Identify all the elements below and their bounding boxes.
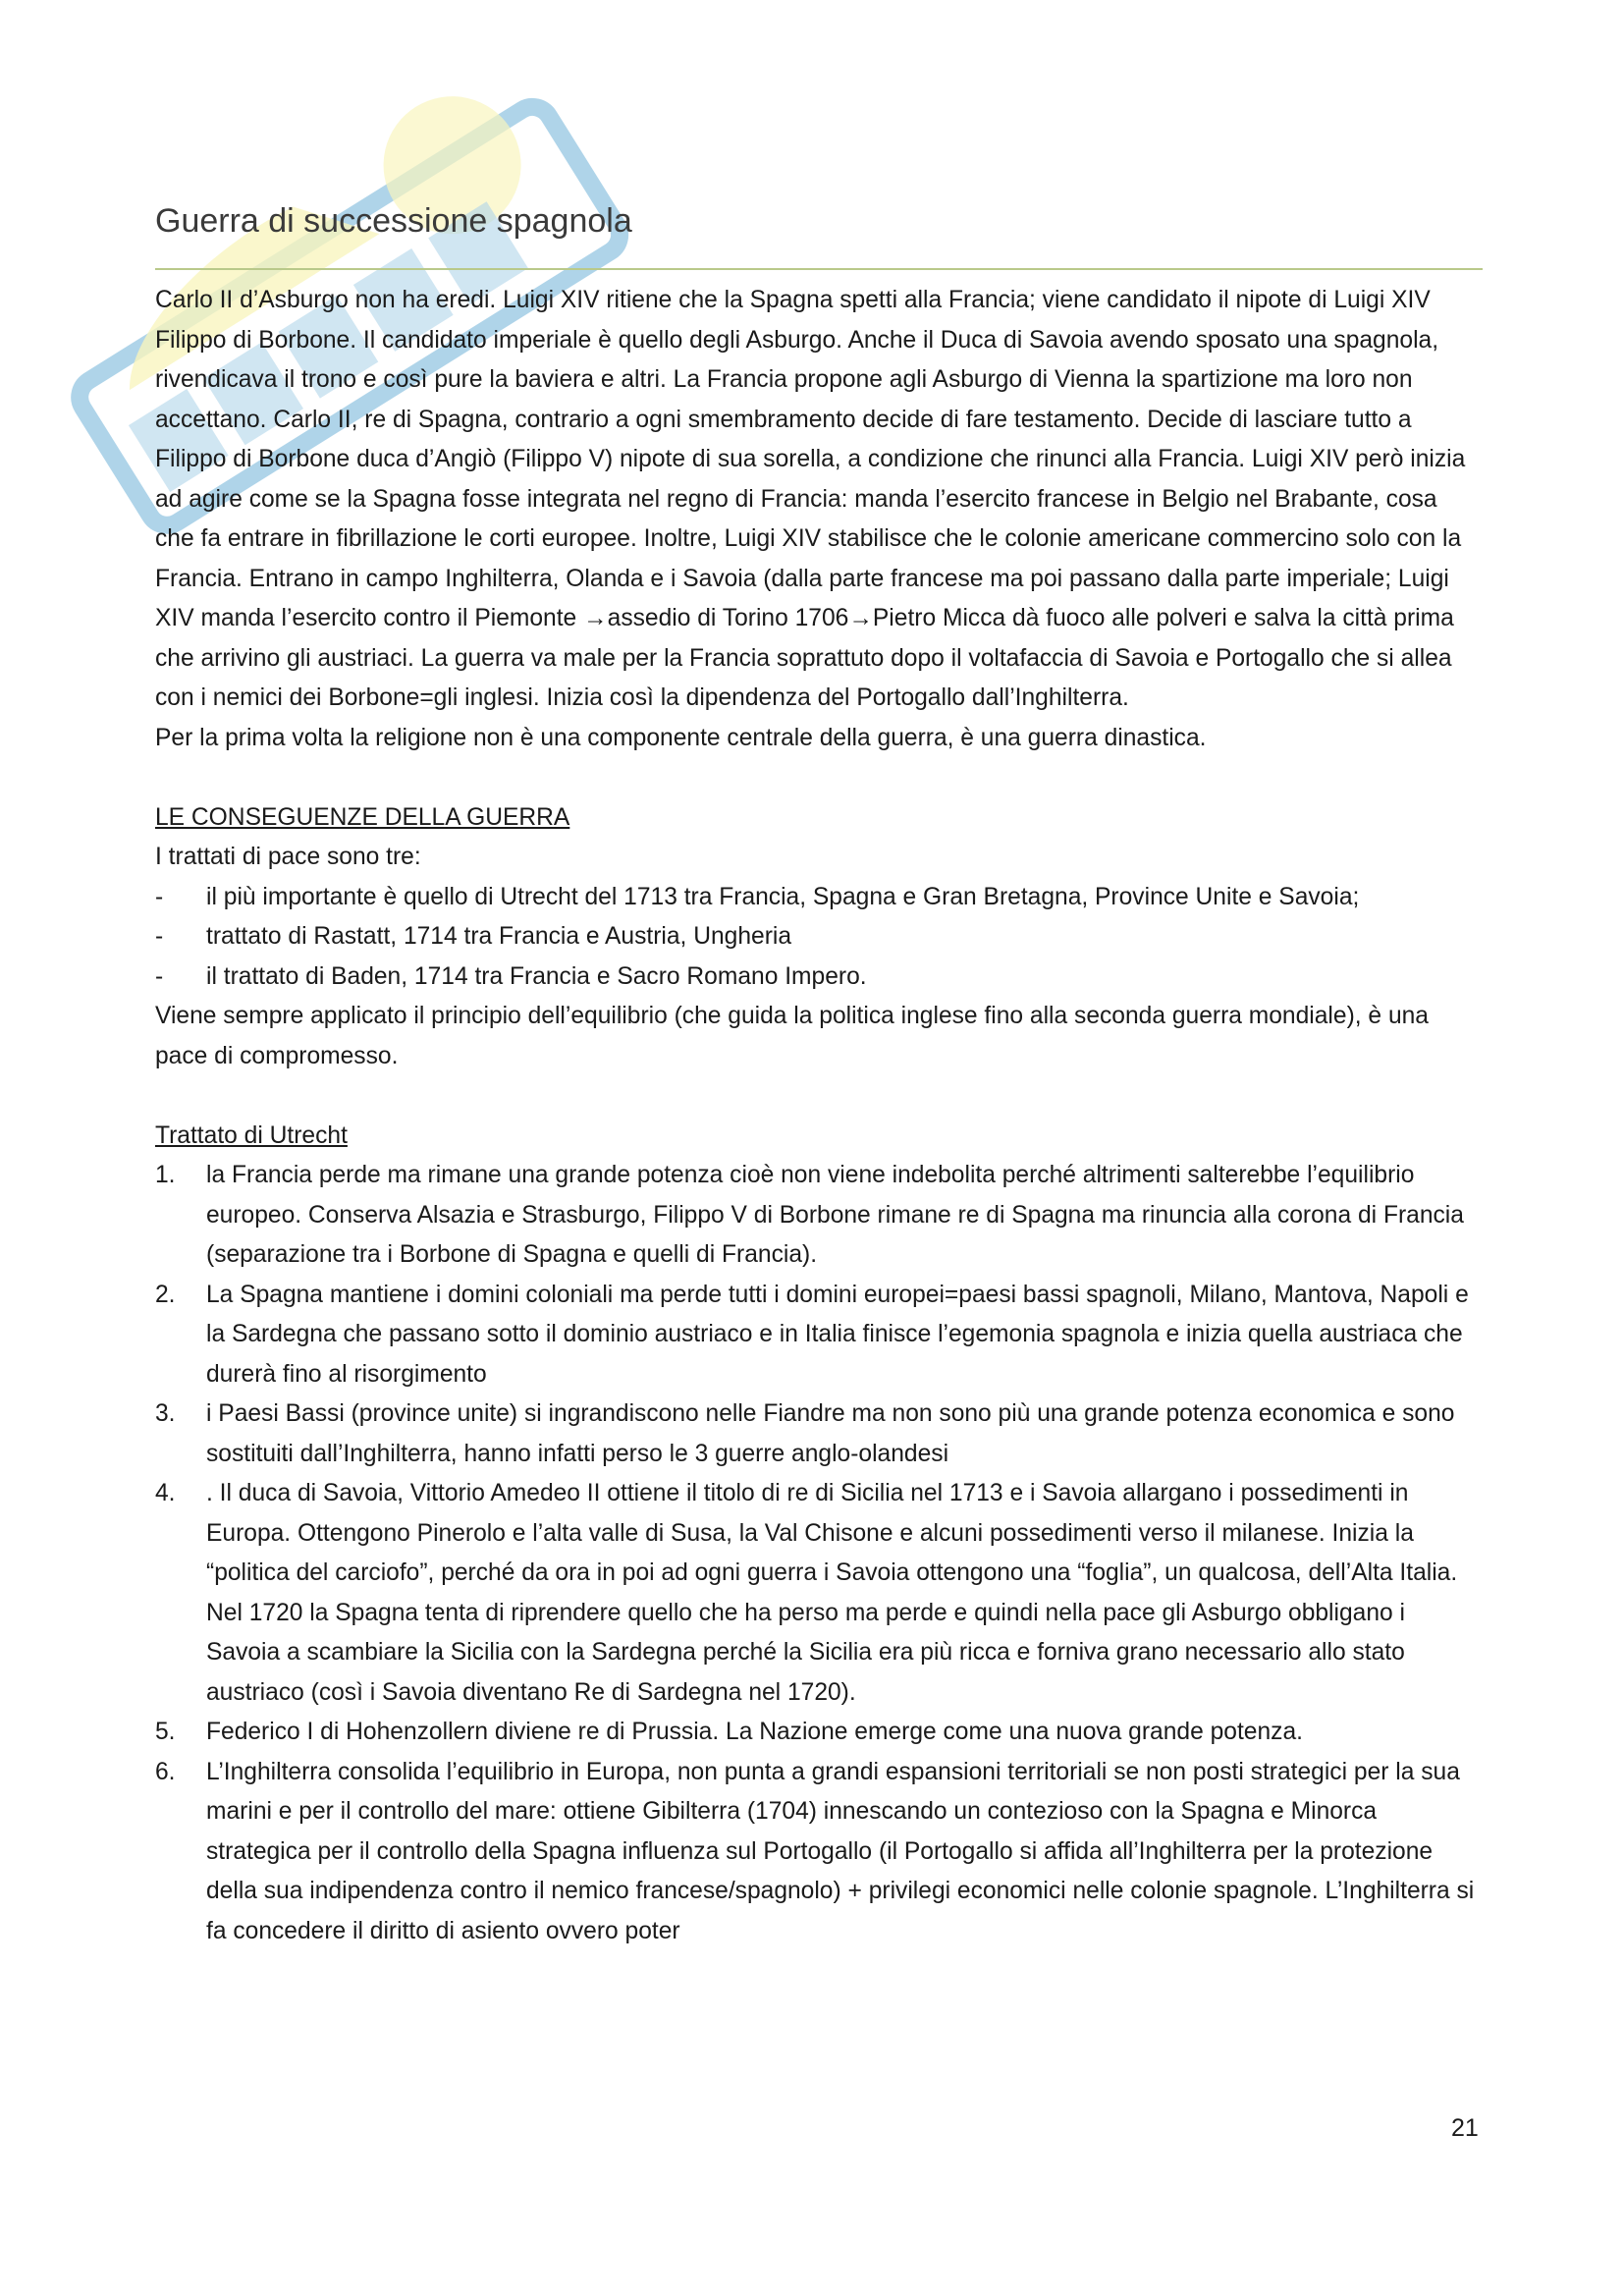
utrecht-heading: Trattato di Utrecht	[155, 1121, 348, 1149]
title-rule	[155, 268, 1483, 270]
consequences-heading: LE CONSEGUENZE DELLA GUERRA	[155, 803, 570, 831]
document-body	[155, 281, 1483, 1951]
treaties-list	[155, 878, 1483, 998]
list-item: - il trattato di Baden, 1714 tra Francia e Sacro Romano Impero.	[155, 962, 867, 990]
religion-sentence: Per la prima volta la religione non è una componente centrale della guerra, è una guerra dinastica.	[155, 724, 1207, 751]
list-item: - il più importante è quello di Utrecht del 1713 tra Francia, Spagna e Gran Bretagna, Province Unite e Savoia;	[155, 883, 1360, 910]
list-item: 3. i Paesi Bassi (province unite) si ingrandiscono nelle Fiandre ma non sono più una grande potenza economica e sono sostituiti dall’Inghilterra, hanno infatti perso le 3 guerre anglo-olandesi	[155, 1400, 1455, 1467]
list-item: - trattato di Rastatt, 1714 tra Francia e Austria, Ungheria	[155, 923, 792, 950]
page-number: 21	[1451, 2114, 1479, 2142]
list-item: 5. Federico I di Hohenzollern diviene re di Prussia. La Nazione emerge come una nuova grande potenza.	[155, 1719, 1303, 1745]
list-item: 1. la Francia perde ma rimane una grande potenza cioè non viene indebolita perché altrimenti salterebbe l’equilibrio europeo. Conserva Alsazia e Strasburgo, Filippo V di Borbone rimane re di Spagna ma rinuncia alla corona di Francia (separazione tra i Borbone di Spagna e quelli di Francia).	[155, 1162, 1464, 1268]
utrecht-list	[155, 1156, 1483, 1951]
consequences-closing: Viene sempre applicato il principio dell’equilibrio (che guida la politica inglese fino alla seconda guerra mondiale), è una pace di compromesso.	[155, 1003, 1429, 1069]
list-item: 4. . Il duca di Savoia, Vittorio Amedeo II ottiene il titolo di re di Sicilia nel 1713 e i Savoia allargano i possedimenti in Europa. Ottengono Pinerolo e l’alta valle di Susa, la Val Chisone e alcuni possedimenti verso il milanese. Inizia la “politica del carciofo”, perché da ora in poi ad ogni guerra i Savoia ottengono una “foglia”, un qualcosa, dell’Alta Italia. Nel 1720 la Spagna tenta di riprendere quello che ha perso ma perde e quindi nella pace gli Asburgo obbligano i Savoia a scambiare la Sicilia con la Sardegna perché la Sicilia era più ricca e forniva grano necessario allo stato austriaco (così i Savoia diventano Re di Sardegna nel 1720).	[155, 1480, 1458, 1706]
consequences-lead: I trattati di pace sono tre:	[155, 844, 421, 870]
list-item: 6. L’Inghilterra consolida l’equilibrio in Europa, non punta a grandi espansioni territoriali se non posti strategici per la sua marini e per il controllo del mare: ottiene Gibilterra (1704) innescando un contezioso con la Spagna e Minorca strategica per il controllo della Spagna influenza sul Portogallo (il Portogallo si affida all’Inghilterra per la protezione della sua indipendenza contro il nemico francese/spagnolo) + privilegi economici nelle colonie spagnole. L’Inghilterra si fa concedere il diritto di asiento ovvero poter	[155, 1758, 1475, 1944]
intro-paragraph: Carlo II d’Asburgo non ha eredi. Luigi XIV ritiene che la Spagna spetti alla Francia; viene candidato il nipote di Luigi XIV Filippo di Borbone. Il candidato imperiale è quello degli Asburgo. Anche il Duca di Savoia avendo sposato una spagnola, rivendicava il trono e così pure la baviera e altri. La Francia propone agli Asburgo di Vienna la spartizione ma loro non accettano. Carlo II, re di Spagna, contrario a ogni smembramento decide di fare testamento. Decide di lasciare tutto a Filippo di Borbone duca d’Angiò (Filippo V) nipote di sua sorella, a condizione che rinunci alla Francia. Luigi XIV però inizia ad agire come se la Spagna fosse integrata nel regno di Francia: manda l’esercito francese in Belgio nel Brabante, cosa che fa entrare in fibrillazione le corti europee. Inoltre, Luigi XIV stabilisce che le colonie americane commercino solo con la Francia. Entrano in campo Inghilterra, Olanda e i Savoia (dalla parte francese ma poi passano dalla parte imperiale; Luigi XIV manda l’esercito contro il Piemonte →assedio di Torino 1706→Pietro Micca dà fuoco alle polveri e salva la città prima che arrivino gli austriaci. La guerra va male per la Francia soprattuto dopo il voltafaccia di Savoia e Portogallo che si allea con i nemici dei Borbone=gli inglesi. Inizia così la dipendenza del Portogallo dall’Inghilterra.	[155, 287, 1466, 711]
page-title: Guerra di successione spagnola	[155, 202, 632, 240]
list-item: 2. La Spagna mantiene i domini coloniali ma perde tutti i domini europei=paesi bassi spagnoli, Milano, Mantova, Napoli e la Sardegna che passano sotto il dominio austriaco e in Italia finisce l’egemonia spagnola e inizia quella austriaca che durerà fino al risorgimento	[155, 1281, 1469, 1388]
